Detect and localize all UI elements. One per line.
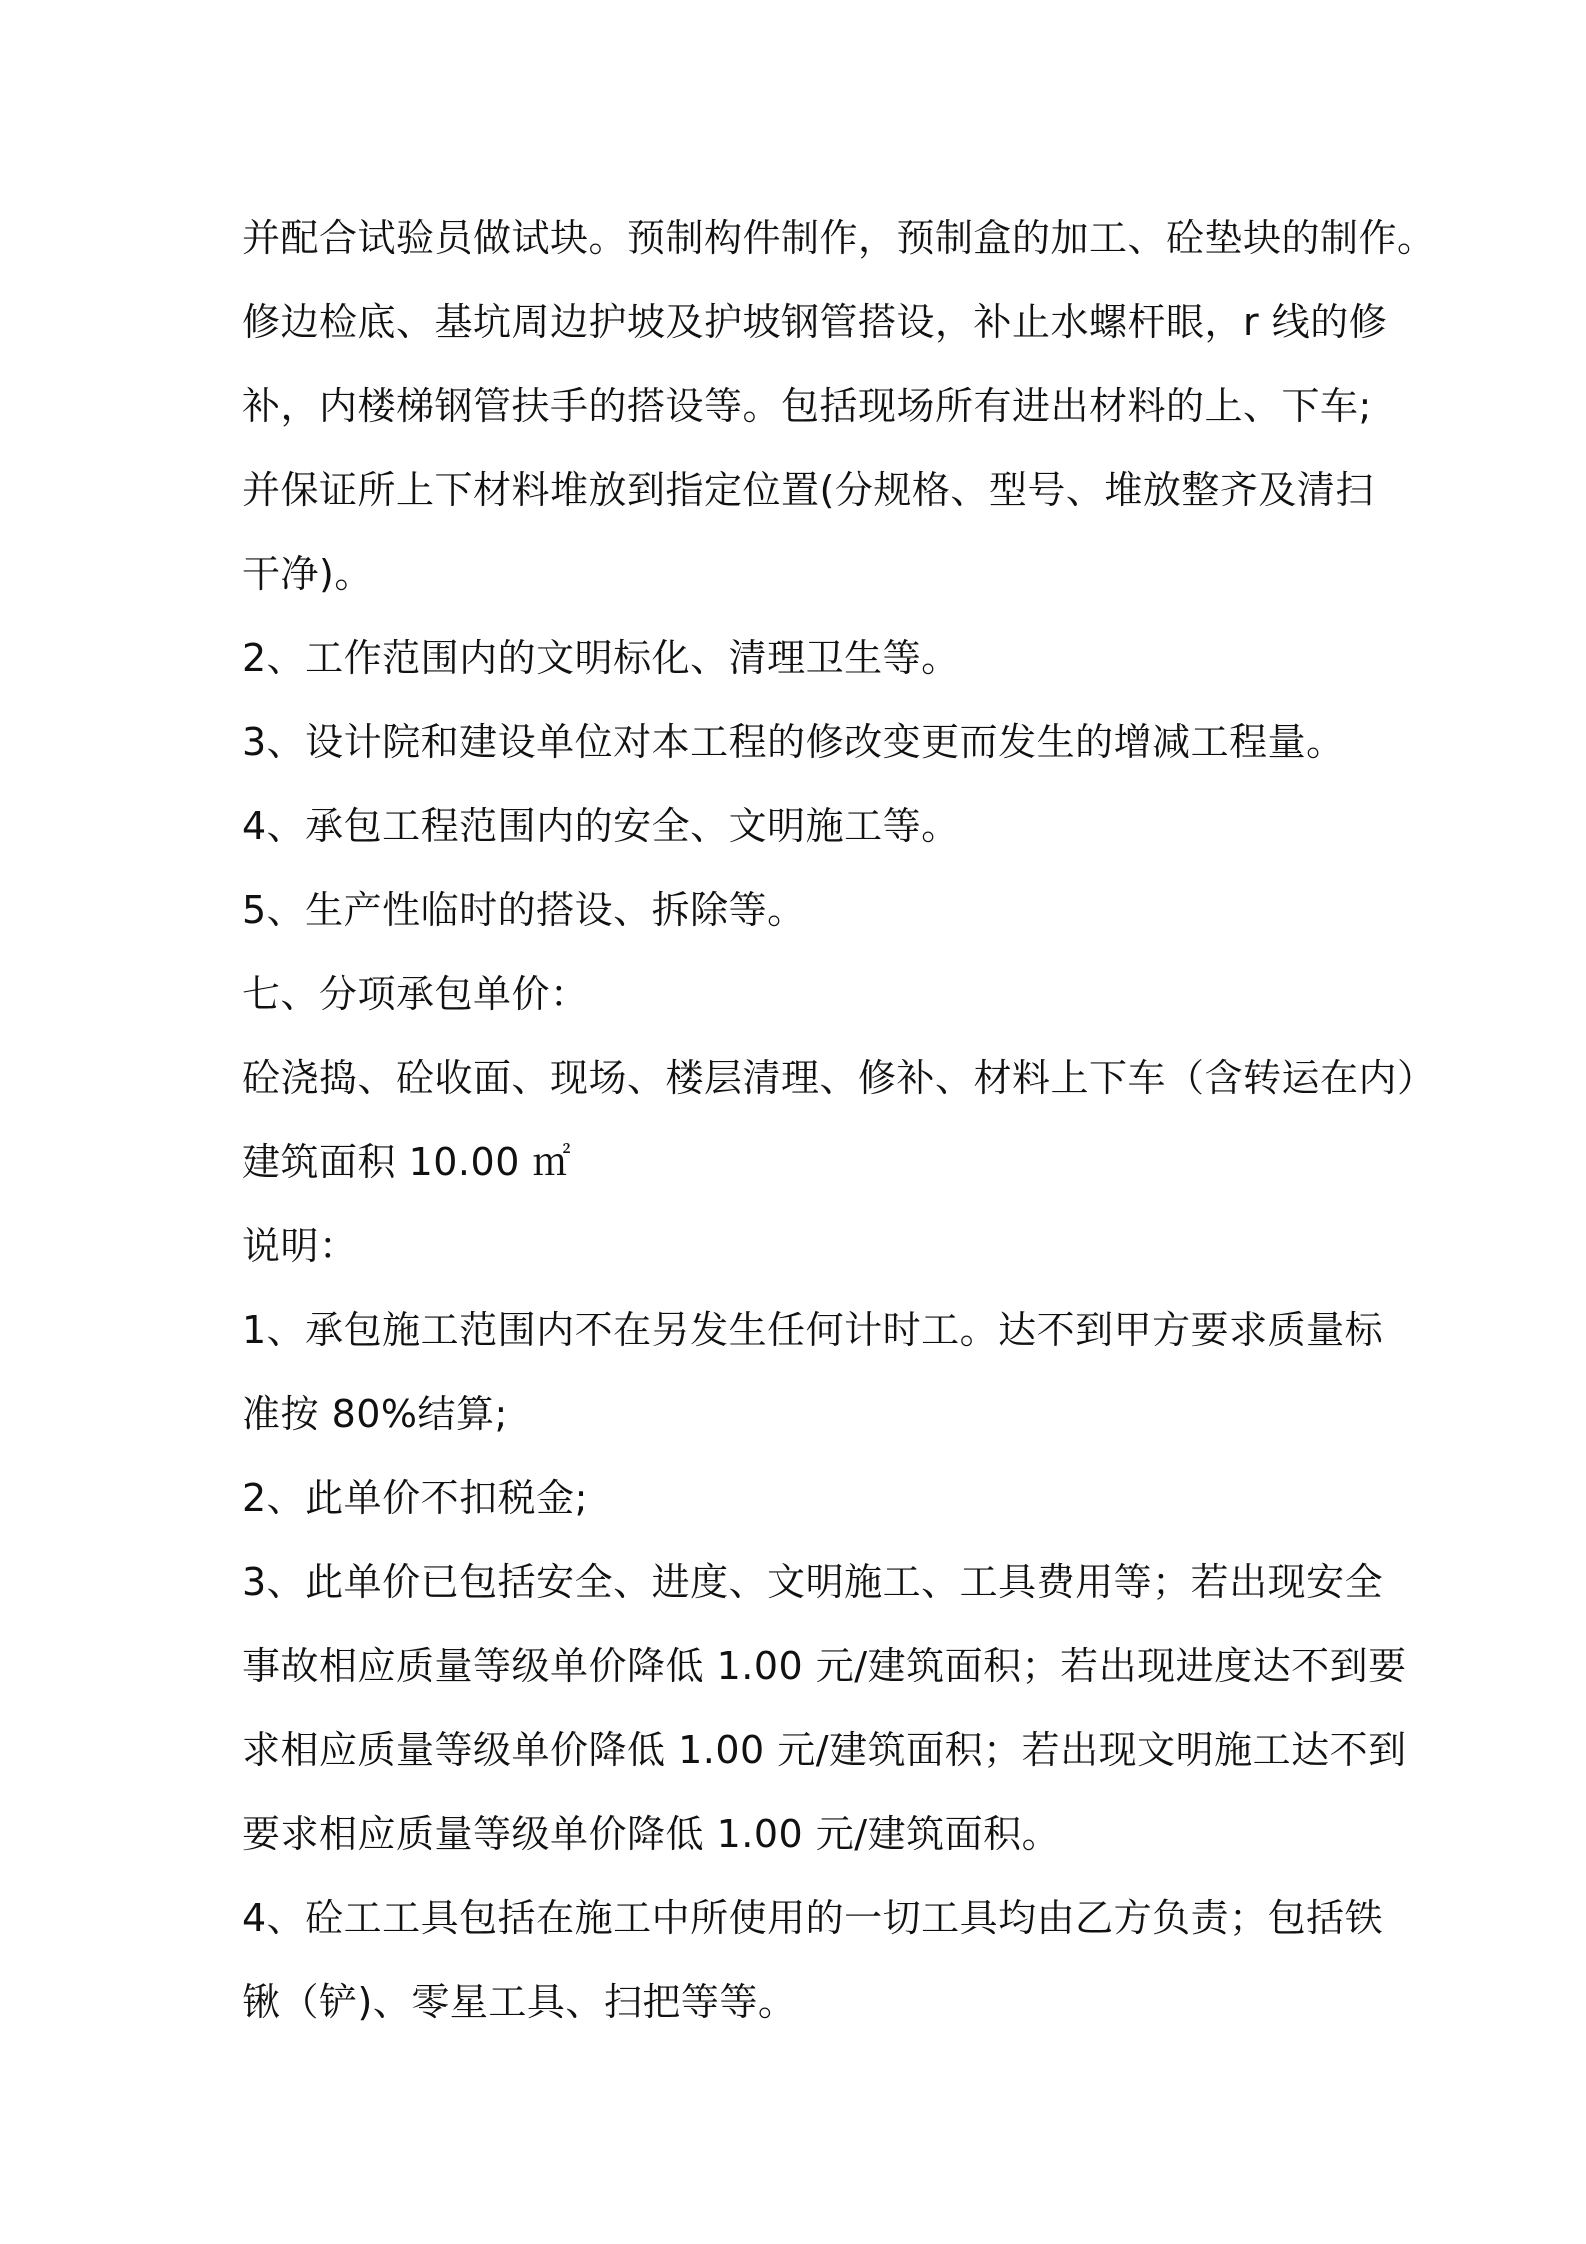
text-line: 修边检底、基坑周边护坡及护坡钢管搭设，补止水螺杆眼，r 线的修	[242, 300, 1388, 344]
text-line: 要求相应质量等级单价降低 1.00 元/建筑面积。	[242, 1812, 1061, 1856]
document-body	[242, 196, 1436, 2044]
text-line: 并配合试验员做试块。预制构件制作，预制盒的加工、砼垫块的制作。	[242, 216, 1436, 260]
text-line: 干净)。	[242, 552, 373, 596]
text-line: 准按 80%结算;	[242, 1392, 508, 1436]
text-line: 事故相应质量等级单价降低 1.00 元/建筑面积；若出现进度达不到要	[242, 1644, 1407, 1688]
text-line: 建筑面积 10.00 ㎡	[242, 1140, 571, 1184]
list-item: 4、承包工程范围内的安全、文明施工等。	[242, 804, 960, 848]
list-item: 4、砼工工具包括在施工中所使用的一切工具均由乙方负责；包括铁	[242, 1896, 1384, 1940]
list-item: 3、设计院和建设单位对本工程的修改变更而发生的增减工程量。	[242, 720, 1345, 764]
text-line: 砼浇捣、砼收面、现场、楼层清理、修补、材料上下车（含转运在内）	[242, 1056, 1436, 1100]
text-line: 并保证所上下材料堆放到指定位置(分规格、型号、堆放整齐及清扫	[242, 468, 1374, 512]
text-line: 锹（铲)、零星工具、扫把等等。	[242, 1980, 797, 2024]
text-line: 补，内楼梯钢管扶手的搭设等。包括现场所有进出材料的上、下车;	[242, 384, 1372, 428]
text-line: 求相应质量等级单价降低 1.00 元/建筑面积；若出现文明施工达不到	[242, 1728, 1407, 1772]
notes-heading: 说明：	[242, 1224, 358, 1268]
list-item: 3、此单价已包括安全、进度、文明施工、工具费用等；若出现安全	[242, 1560, 1384, 1604]
list-item: 2、工作范围内的文明标化、清理卫生等。	[242, 636, 960, 680]
list-item: 5、生产性临时的搭设、拆除等。	[242, 888, 806, 932]
section-heading: 七、分项承包单价：	[242, 972, 589, 1016]
list-item: 1、承包施工范围内不在另发生任何计时工。达不到甲方要求质量标	[242, 1308, 1384, 1352]
list-item: 2、此单价不扣税金;	[242, 1476, 588, 1520]
